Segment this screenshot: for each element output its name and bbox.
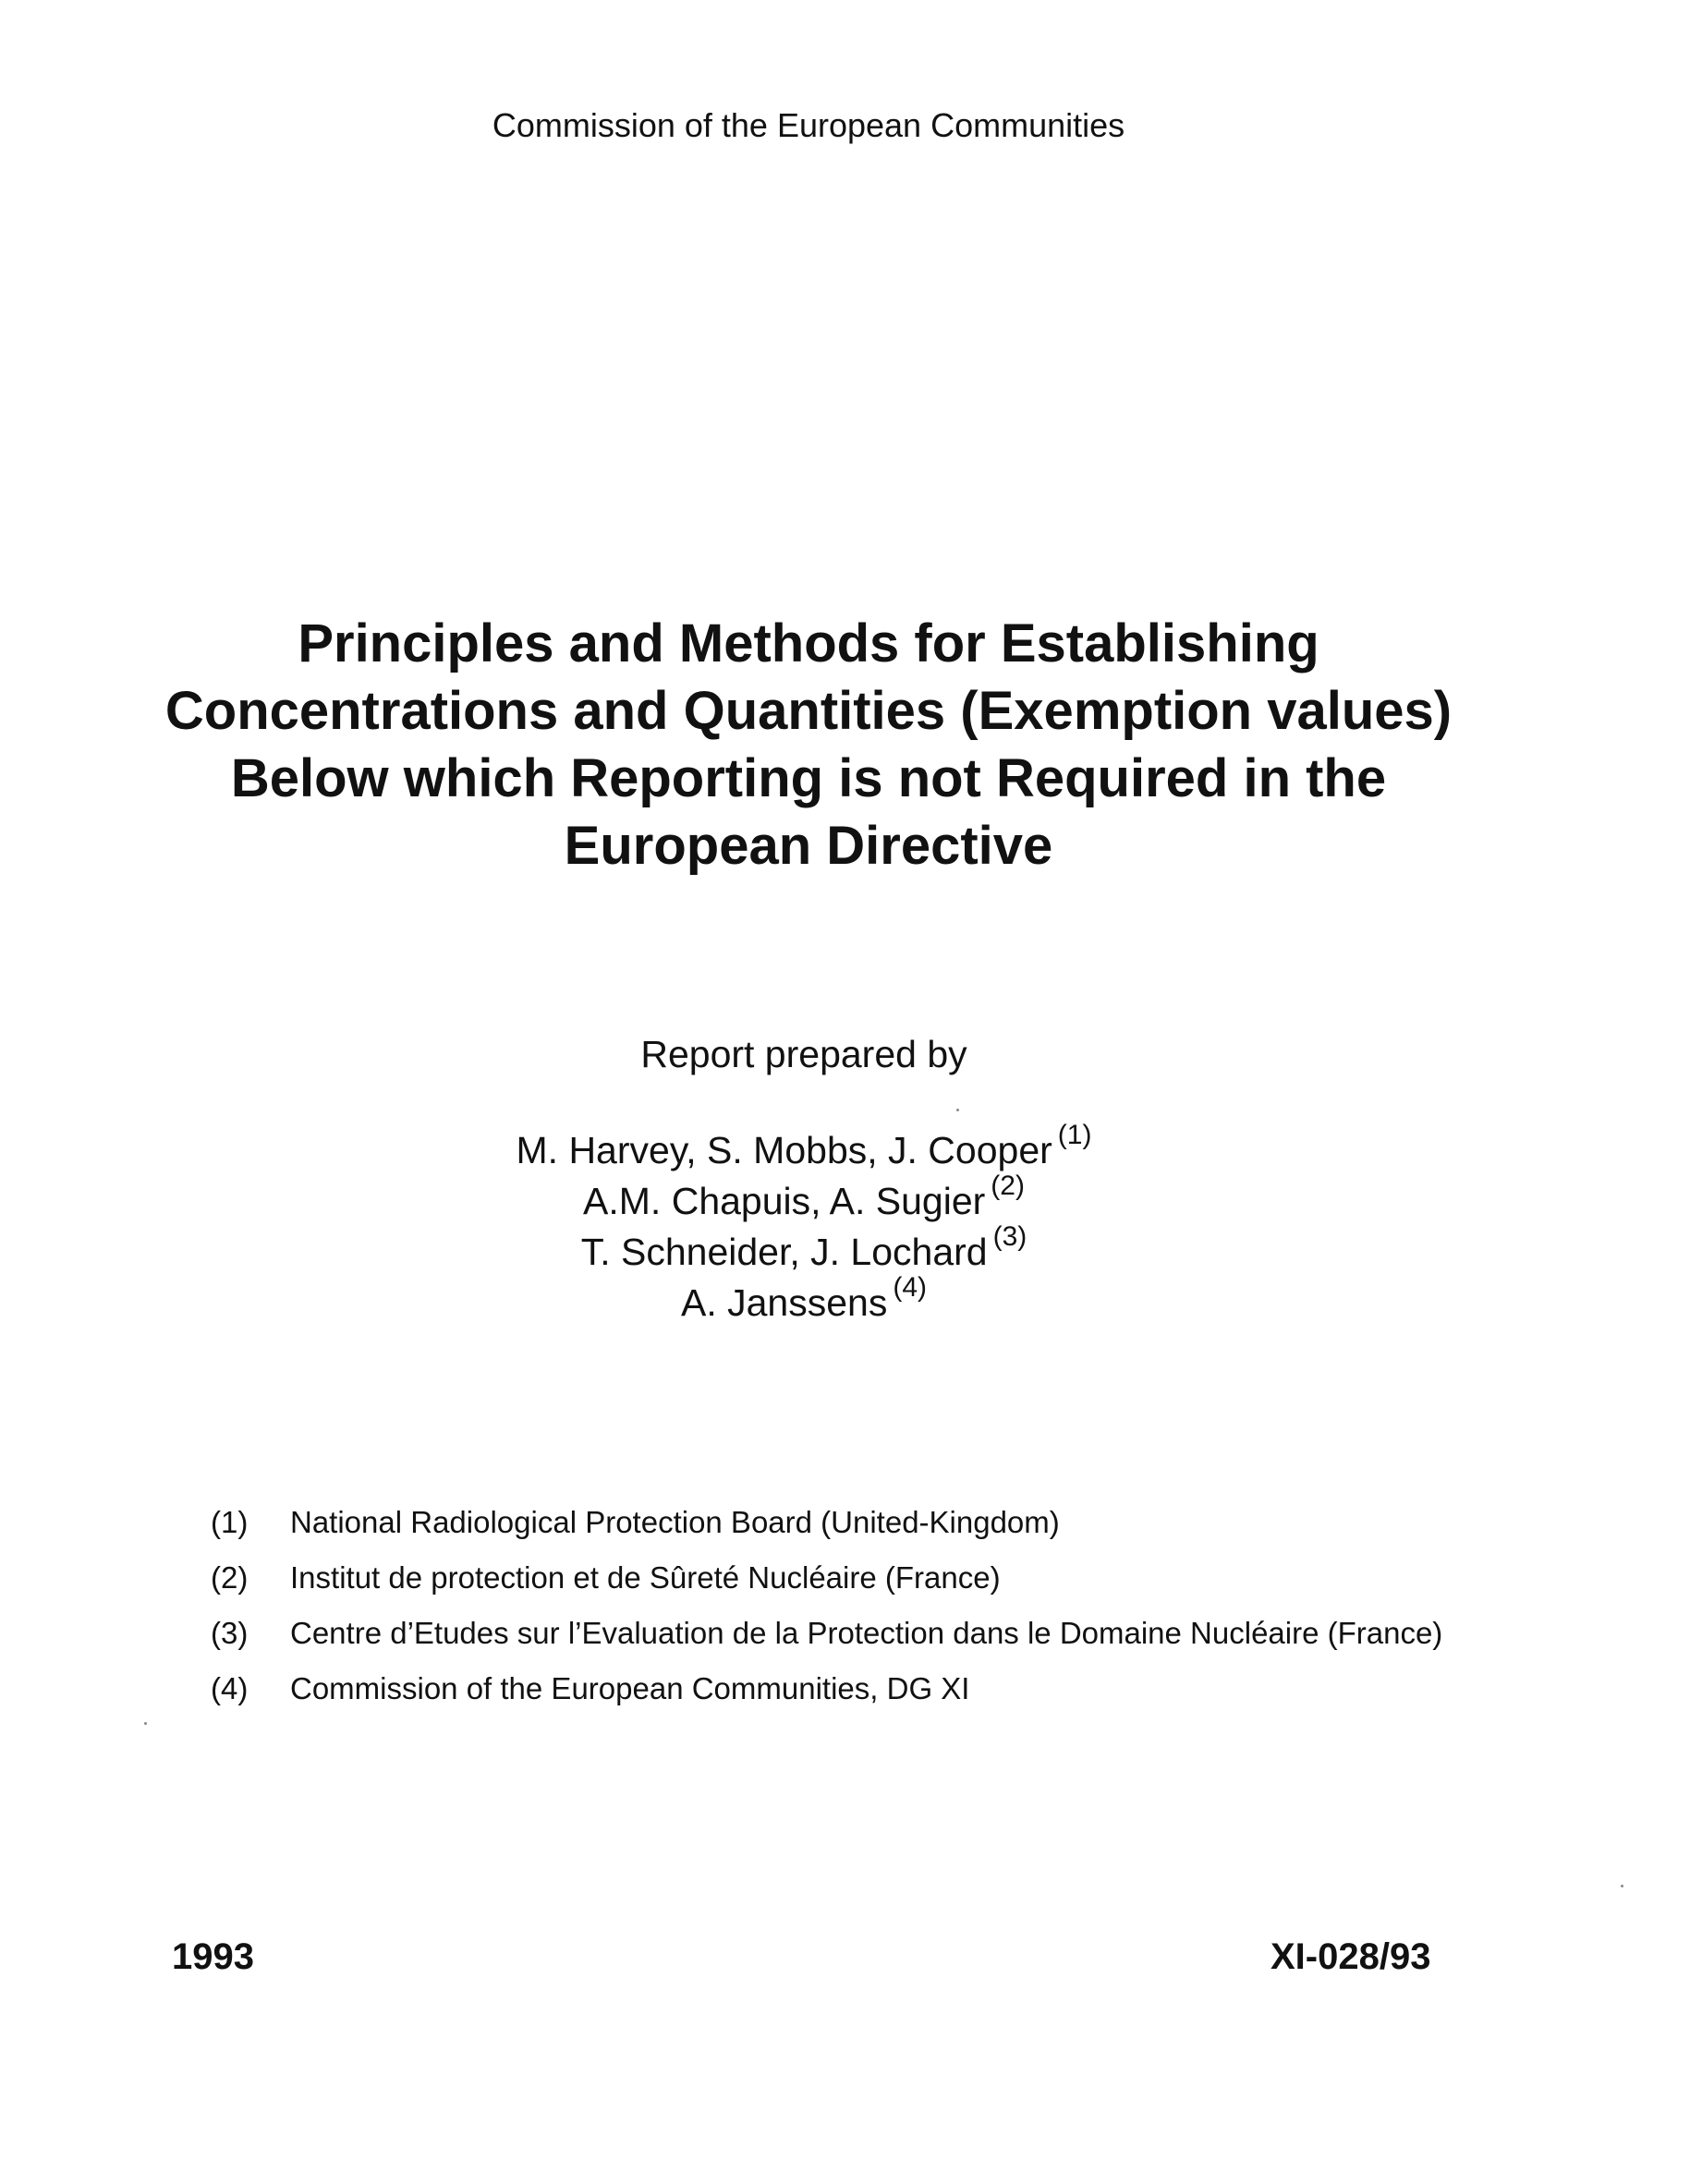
- affiliation-text: National Radiological Protection Board (United-Kingdom): [290, 1505, 1060, 1539]
- affiliation-item: [211, 1550, 1597, 1606]
- author-ref: (3): [992, 1221, 1027, 1253]
- affiliation-text: Institut de protection et de Sûreté Nucléaire (France): [290, 1560, 1001, 1595]
- affiliation-text: Commission of the European Communities, DG XI: [290, 1671, 970, 1705]
- author-names: A.M. Chapuis, A. Sugier: [583, 1180, 986, 1222]
- author-names: T. Schneider, J. Lochard: [580, 1231, 988, 1273]
- affiliation-number: (4): [211, 1671, 249, 1705]
- affiliation-number: (3): [211, 1616, 249, 1650]
- affiliation-item: [211, 1661, 1597, 1717]
- document-title: [0, 610, 1617, 880]
- title-line: European Directive: [564, 816, 1053, 876]
- title-line: Principles and Methods for Establishing: [298, 613, 1319, 673]
- author-line: [0, 1221, 1608, 1278]
- affiliation-number: (1): [211, 1505, 249, 1539]
- prepared-by-label: Report prepared by: [640, 1033, 967, 1075]
- affiliation-item: [211, 1495, 1597, 1550]
- title-line: Concentrations and Quantities (Exemption values): [164, 681, 1453, 741]
- author-list: [0, 1120, 1608, 1329]
- author-line: [0, 1171, 1608, 1227]
- author-names: M. Harvey, S. Mobbs, J. Cooper: [516, 1129, 1052, 1171]
- scan-speck: [1621, 1885, 1623, 1887]
- header-organization: Commission of the European Communities: [492, 106, 1125, 144]
- author-names: A. Janssens: [680, 1281, 888, 1324]
- author-ref: (2): [991, 1171, 1025, 1202]
- publication-year: 1993: [172, 1936, 254, 1977]
- scan-speck: [144, 1722, 147, 1725]
- affiliation-list: [211, 1495, 1597, 1717]
- affiliation-text: Centre d’Etudes sur l’Evaluation de la Protection dans le Domaine Nucléaire (France): [290, 1616, 1443, 1650]
- affiliation-item: [211, 1606, 1597, 1661]
- scan-speck: [956, 1109, 959, 1111]
- affiliation-number: (2): [211, 1560, 249, 1595]
- author-ref: (1): [1057, 1120, 1092, 1151]
- author-line: [0, 1120, 1608, 1176]
- title-line: Below which Reporting is not Required in the: [230, 748, 1387, 808]
- author-ref: (4): [893, 1272, 927, 1304]
- document-reference: XI-028/93: [1271, 1936, 1431, 1977]
- author-line: [0, 1272, 1608, 1329]
